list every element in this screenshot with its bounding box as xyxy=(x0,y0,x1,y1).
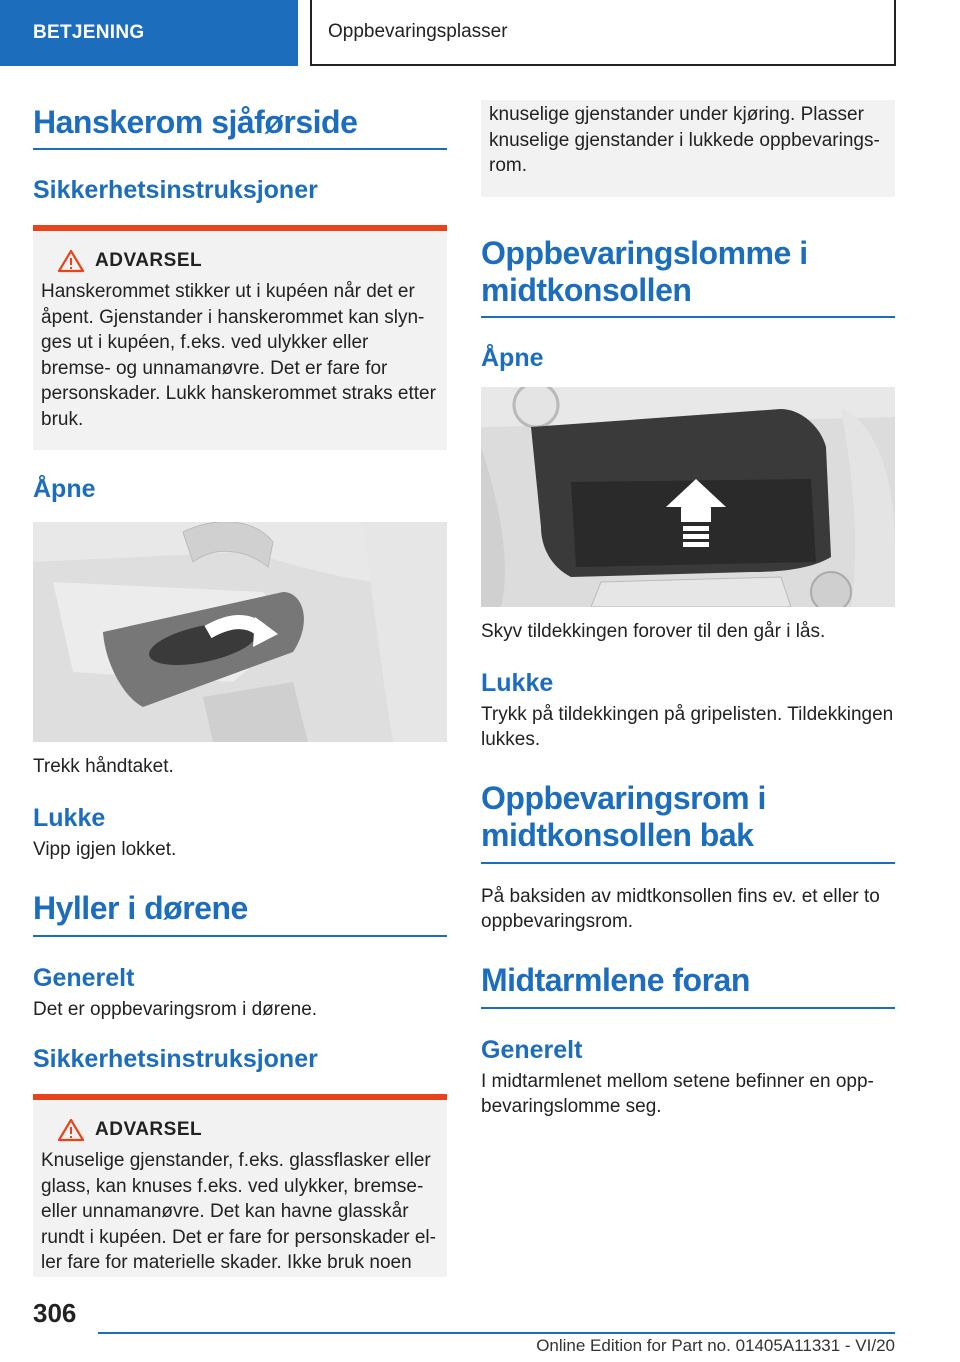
chapter-label: Oppbevaringsplasser xyxy=(328,21,508,42)
edition-text: Online Edition for Part no. 01405A11331 - VI/20 xyxy=(536,1336,895,1355)
general-text: I midtarmlenet mellom setene befinner en oppbevaringslomme seg. xyxy=(481,1070,874,1117)
heading-armrest: Midtarmlene foran xyxy=(481,961,750,998)
warning-triangle-icon xyxy=(57,1118,85,1142)
warning-title: ADVARSEL xyxy=(57,249,439,273)
heading-close: Lukke xyxy=(481,668,554,697)
open-caption: Trekk håndtaket. xyxy=(33,756,174,777)
general-text: Det er oppbevaringsrom i dørene. xyxy=(33,999,318,1020)
open-caption: Skyv tildekkingen forover til den går i lås. xyxy=(481,620,826,642)
heading-general: Generelt xyxy=(481,1035,583,1064)
heading-console-pocket: Oppbevaringslomme i midtkonsollen xyxy=(481,234,808,308)
warning-continuation xyxy=(481,100,895,197)
section-label: BETJENING xyxy=(33,22,145,43)
close-text: Vipp igjen lokket. xyxy=(33,839,177,860)
left-column xyxy=(33,100,447,1277)
warning-text: Knuselige gjenstander, f.eks. glassflasker eller glass, kan knuses f.eks. ved ulykker, bremse- eller unnamanøvre. Det kan havne glasskår rundt i kupéen. Det er fare for personskader eller fare for materielle skader. Ikke bruk noen xyxy=(41,1150,436,1273)
heading-rule xyxy=(481,1007,895,1009)
footer-rule xyxy=(98,1332,895,1334)
close-text: Trykk på tildekkingen på gripelisten. Tildekkingen lukkes. xyxy=(481,703,894,750)
section-tab xyxy=(0,0,298,66)
warning-triangle-icon xyxy=(57,249,85,273)
glovebox-illustration xyxy=(33,522,447,742)
heading-doors: Hyller i dørene xyxy=(33,890,248,926)
chapter-tab xyxy=(310,0,896,66)
right-column xyxy=(481,100,895,1119)
heading-rule xyxy=(481,862,895,864)
warning-text: Hanskerommet stikker ut i kupéen når det er åpent. Gjenstander i hanskerommet kan slynges ut i kupéen, f.eks. ved ulykker eller bremse- og unnamanøvre. Det er fare for personskader. Lukk hanskerommet straks etter bruk. xyxy=(41,281,436,430)
heading-safety: Sikkerhetsinstruksjoner xyxy=(33,176,318,204)
heading-rule xyxy=(481,316,895,318)
heading-open: Åpne xyxy=(481,343,544,372)
heading-rule xyxy=(33,148,447,150)
heading-general: Generelt xyxy=(33,964,135,992)
warning-title: ADVARSEL xyxy=(57,1118,439,1142)
heading-glovebox: Hanskerom sjåførside xyxy=(33,104,358,140)
heading-close: Lukke xyxy=(33,804,106,832)
glovebox-image xyxy=(33,522,447,742)
heading-safety-2: Sikkerhetsinstruksjoner xyxy=(33,1045,318,1073)
heading-rear-storage: Oppbevaringsrom i midtkonsollen bak xyxy=(481,779,766,853)
warning-box-2 xyxy=(33,1094,447,1277)
warning-continued-text: knuselige gjenstander under kjøring. Plasser knuselige gjenstander i lukkede oppbevaringsrom. xyxy=(489,104,880,176)
heading-rule xyxy=(33,935,447,937)
page-number: 306 xyxy=(33,1298,77,1328)
console-illustration xyxy=(481,387,895,607)
heading-open: Åpne xyxy=(33,475,96,503)
rear-text: På baksiden av midtkonsollen fins ev. et eller to oppbevaringsrom. xyxy=(481,885,880,932)
warning-box xyxy=(33,225,447,450)
console-image xyxy=(481,387,895,607)
